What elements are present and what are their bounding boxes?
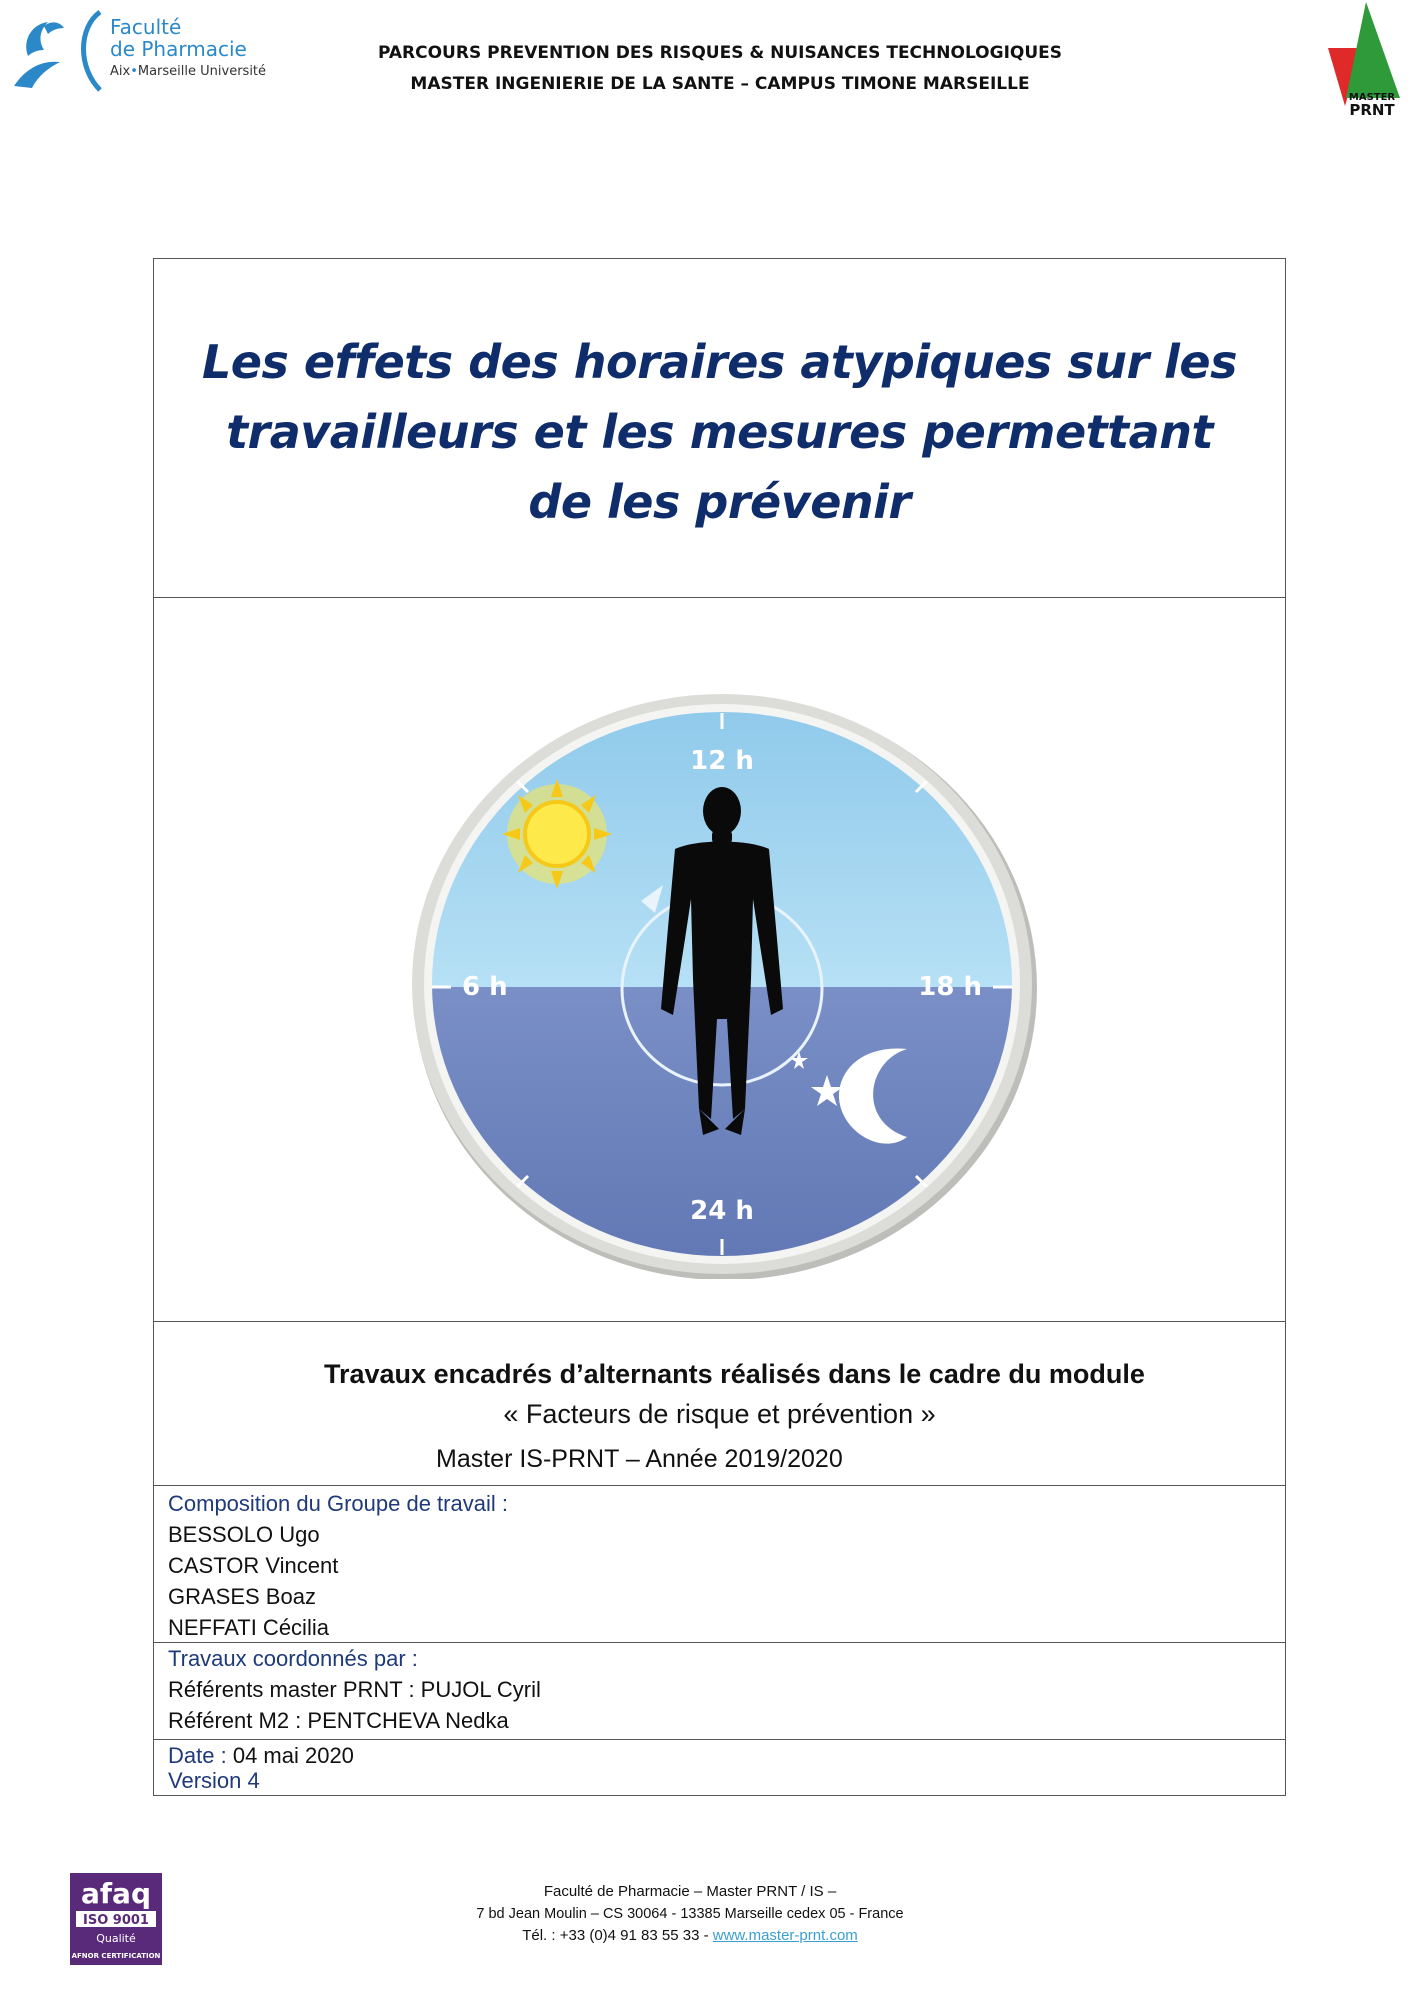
referent-item: Référents master PRNT : PUJOL Cyril bbox=[168, 1677, 541, 1702]
title-line1: Les effets des horaires atypiques sur les bbox=[201, 335, 1237, 389]
label-6h: 6 h bbox=[462, 972, 508, 1002]
title-line2: travailleurs et les mesures permettant bbox=[226, 405, 1213, 459]
afaq-afnor: AFNOR CERTIFICATION bbox=[71, 1952, 161, 1960]
footer-line1: Faculté de Pharmacie – Master PRNT / IS – bbox=[543, 1883, 837, 1900]
night-sky bbox=[407, 987, 1037, 1279]
title-line3: de les prévenir bbox=[528, 475, 911, 529]
website-link[interactable]: www.master-prnt.com bbox=[712, 1927, 858, 1944]
member-item: NEFFATI Cécilia bbox=[168, 1615, 329, 1640]
referent-item: Référent M2 : PENTCHEVA Nedka bbox=[168, 1708, 509, 1733]
coordination-section bbox=[168, 1643, 541, 1736]
coordination-label: Travaux coordonnés par : bbox=[168, 1646, 418, 1671]
date-section bbox=[168, 1743, 354, 1793]
prnt-logo-text: MASTER PRNT bbox=[1348, 92, 1396, 119]
header-line2: MASTER INGENIERIE DE LA SANTE – CAMPUS TIMONE MARSEILLE bbox=[410, 74, 1030, 94]
footer-address: 7 bd Jean Moulin – CS 30064 - 13385 Marseille cedex 05 - France bbox=[476, 1906, 904, 1922]
member-item: BESSOLO Ugo bbox=[168, 1522, 320, 1547]
faculty-name-line1: Faculté bbox=[110, 15, 182, 39]
date-value: 04 mai 2020 bbox=[232, 1743, 354, 1768]
date-label: Date : bbox=[168, 1743, 227, 1768]
faculty-name-line2: de Pharmacie bbox=[110, 37, 247, 61]
divider bbox=[154, 1485, 1285, 1486]
master-year: Master IS-PRNT – Année 2019/2020 bbox=[436, 1445, 843, 1473]
label-18h: 18 h bbox=[918, 972, 982, 1002]
faculty-logo bbox=[8, 6, 278, 92]
divider bbox=[154, 1739, 1285, 1740]
page-header bbox=[300, 38, 1140, 100]
afaq-name: afaq bbox=[80, 1877, 152, 1910]
version: Version 4 bbox=[168, 1768, 260, 1793]
module-intro: Travaux encadrés d’alternants réalisés dans le cadre du module bbox=[324, 1359, 1145, 1389]
header-line1: PARCOURS PREVENTION DES RISQUES & NUISANCES TECHNOLOGIQUES bbox=[377, 43, 1063, 63]
member-item: GRASES Boaz bbox=[168, 1584, 316, 1609]
footer-contact: Tél. : +33 (0)4 91 83 55 33 - www.master-prnt.com bbox=[522, 1927, 858, 1944]
divider bbox=[154, 597, 1285, 598]
cover-frame bbox=[153, 258, 1286, 1796]
document-title bbox=[174, 327, 1265, 537]
afaq-iso: ISO 9001 bbox=[83, 1913, 149, 1928]
member-item: CASTOR Vincent bbox=[168, 1553, 339, 1578]
page-footer bbox=[400, 1881, 980, 1947]
label-12h: 12 h bbox=[690, 746, 754, 776]
afaq-quality: Qualité bbox=[96, 1932, 136, 1945]
sun-icon bbox=[502, 779, 612, 889]
label-24h: 24 h bbox=[690, 1196, 754, 1226]
faculty-bird-icon bbox=[8, 6, 108, 92]
group-label: Composition du Groupe de travail : bbox=[168, 1491, 508, 1516]
circadian-clock-illustration bbox=[407, 689, 1037, 1279]
module-name: « Facteurs de risque et prévention » bbox=[503, 1399, 936, 1429]
faculty-university: Aix•Marseille Université bbox=[110, 64, 267, 79]
group-section bbox=[168, 1488, 508, 1643]
divider bbox=[154, 1321, 1285, 1322]
afaq-iso-badge bbox=[66, 1873, 166, 1965]
